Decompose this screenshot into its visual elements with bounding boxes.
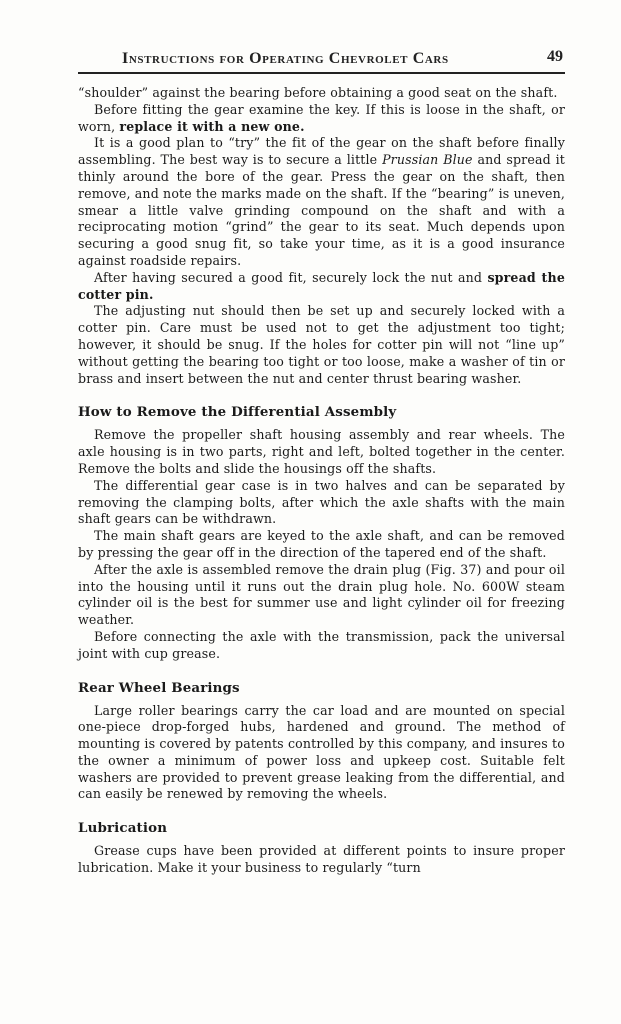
running-title: Instructions for Operating Chevrolet Cars	[122, 50, 449, 67]
section-spacer	[78, 663, 565, 680]
section-spacer	[78, 387, 565, 404]
section-heading: Rear Wheel Bearings	[78, 679, 240, 696]
section-spacer	[78, 803, 565, 820]
paragraph-text: After having secured a good fit, securely lock the nut and	[94, 269, 488, 285]
paragraph: After the axle is assembled remove the drain plug (Fig. 37) and pour oil into the housing until it runs out the drain plug hole. No. 600W steam cylinder oil is the best for summer use and light cylinder oil for freezing weather.	[78, 561, 565, 628]
bold-emphasis: replace it with a new one.	[119, 118, 305, 134]
section-heading: Lubrication	[78, 820, 168, 837]
paragraph: Remove the propeller shaft housing assembly and rear wheels. The axle housing is in two parts, right and left, bolted together in the center. Remove the bolts and slide the housings off the shafts.	[78, 427, 565, 476]
page-header	[78, 48, 565, 74]
paragraph-text: and spread it thinly around the bore of the gear. Press the gear on the shaft, then remove, and note the marks made on the shaft. If the “bearing” is uneven, smear a little valve grinding compound on the shaft and with a reciprocating motion “grind” the gear to its seat. Much depends upon securing a good snug fit, so take your time, as it is a good insurance against roadside repairs.	[78, 152, 565, 268]
paragraph	[78, 270, 565, 304]
paragraph: The differential gear case is in two halves and can be separated by removing the clamping bolts, after which the axle shafts with the main shaft gears can be withdrawn.	[78, 477, 565, 527]
italic-term: Prussian Blue	[382, 152, 473, 168]
paragraph-text: Before fitting the gear examine the key. If this is loose in the shaft, or worn,	[78, 101, 565, 134]
page-number: 49	[547, 48, 563, 65]
paragraph: The main shaft gears are keyed to the axle shaft, and can be removed by pressing the gear off in the direction of the tapered end of the shaft.	[78, 528, 565, 560]
paragraph-text: It is a good plan to “try” the fit of the gear on the shaft before finally assembling. The best way is to secure a little	[78, 135, 565, 168]
section-heading: How to Remove the Differential Assembly	[78, 404, 397, 421]
paragraph: Before connecting the axle with the transmission, pack the universal joint with cup grease.	[78, 628, 565, 661]
bold-emphasis: spread the cotter pin.	[78, 269, 565, 302]
page-body	[78, 85, 565, 877]
paragraph: The adjusting nut should then be set up and securely locked with a cotter pin. Care must be used not to get the adjustment too tight; however, it should be snug. If the holes for cotter pin will not “line up” without getting the bearing too tight or too loose, make a washer of tin or brass and insert between the nut and center thrust bearing washer.	[78, 303, 565, 386]
paragraph	[78, 135, 565, 269]
paragraph: Large roller bearings carry the car load and are mounted on special one-piece drop-forged hubs, hardened and ground. The method of mounting is covered by patents controlled by this company, and insures to the owner a minimum of power loss and upkeep cost. Suitable felt washers are provided to prevent grease leaking from the differential, and can easily be renewed by removing the wheels.	[78, 702, 565, 802]
paragraph: Grease cups have been provided at different points to insure proper lubrication. Make it your business to regularly “turn	[78, 843, 565, 876]
paragraph	[78, 102, 565, 136]
paragraph: “shoulder” against the bearing before obtaining a good seat on the shaft.	[78, 85, 558, 100]
